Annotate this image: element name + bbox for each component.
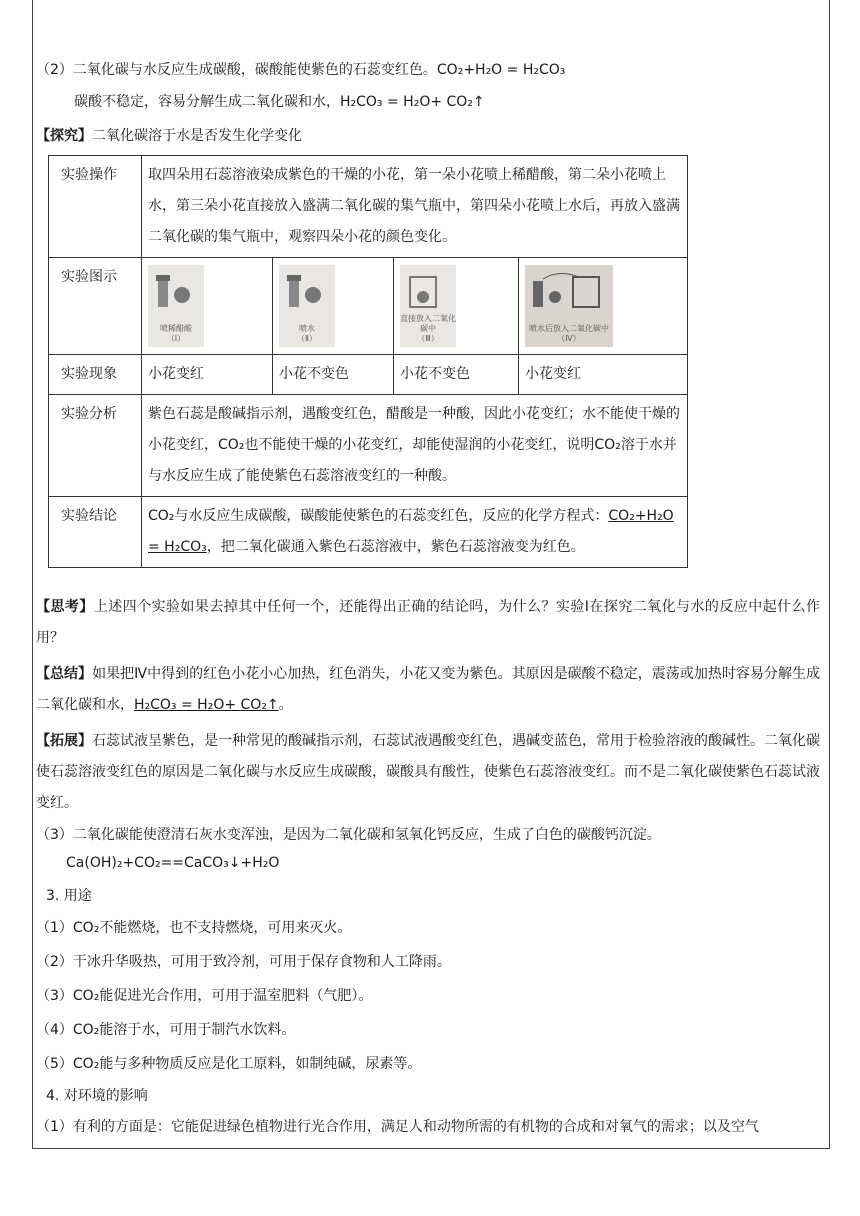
summary-tag: 【总结】: [36, 666, 93, 682]
row-label-phenomenon: 实验现象: [49, 355, 142, 395]
intro-text: （2）二氧化碳与水反应生成碳酸，碳酸能使紫色的石蕊变红色。: [36, 62, 437, 78]
spray-bottle-icon: [283, 269, 331, 309]
explore-title: 二氧化碳溶于水是否发生化学变化: [92, 128, 302, 144]
env-heading: 4. 对环境的影响: [46, 1088, 148, 1104]
limewater-equation: Ca(OH)₂+CO₂==CaCO₃↓+H₂O: [66, 855, 280, 871]
figure-cell-2: [273, 258, 394, 355]
extend-paragraph: 【拓展】石蕊试液呈紫色，是一种常见的酸碱指示剂，石蕊试液遇酸变红色，遇碱变蓝色，常用于检验溶液的酸碱性。二氧化碳使石蕊溶液变红色的原因是二氧化碳与水反应生成碳酸，碳酸具有酸性，使紫色石蕊溶液变红。而不是二氧化碳使紫色石蕊试液变红。: [36, 733, 820, 811]
experiment-image-3: 直接放入二氧化碳中 （Ⅲ）: [400, 265, 456, 347]
row-label-figure: 实验图示: [49, 258, 142, 355]
use-item-4: （4）CO₂能溶于水，可用于制汽水饮料。: [36, 1022, 296, 1038]
intro-equation: CO₂+H₂O = H₂CO₃: [436, 62, 566, 78]
spray-bottle-icon: [152, 269, 200, 309]
row-label-analysis: 实验分析: [49, 395, 142, 497]
phenomenon-3: 小花不变色: [394, 355, 519, 395]
intro-unstable: 碳酸不稳定，容易分解生成二氧化碳和水，H₂CO₃ = H₂O+ CO₂↑: [74, 94, 485, 110]
conclusion-equation: CO₂+H₂O = H₂CO₃: [148, 508, 674, 555]
analysis-text: 紫色石蕊是酸碱指示剂，遇酸变红色，醋酸是一种酸，因此小花变红；水不能使干燥的小花变红，CO₂也不能使干燥的小花变红，却能使湿润的小花变红，说明CO₂溶于水并与水反应生成了能使紫色石蕊溶液变红的一种酸。: [142, 395, 688, 497]
use-item-3: （3）CO₂能促进光合作用，可用于温室肥料（气肥）。: [36, 988, 373, 1004]
intro-line-2: [36, 60, 565, 80]
use-item-2: （2）干冰升华吸热，可用于致冷剂，可用于保存食物和人工降雨。: [36, 954, 451, 970]
summary-paragraph: 【总结】如果把Ⅳ中得到的红色小花小心加热，红色消失，小花又变为紫色。其原因是碳酸不稳定，震荡或加热时容易分解生成二氧化碳和水，H₂CO₃ = H₂O+ CO₂↑。: [36, 666, 820, 713]
env-item-1: （1）有利的方面是：它能促进绿色植物进行光合作用，满足人和动物所需的有机物的合成和对氧气的需求；以及空气: [36, 1119, 759, 1135]
table-row: [49, 497, 688, 568]
phenomenon-2: 小花不变色: [273, 355, 394, 395]
table-row: [49, 355, 688, 395]
use-item-1: （1）CO₂不能燃烧，也不支持燃烧，可用来灭火。: [36, 920, 352, 936]
experiment-image-4: 喷水后放入二氧化碳中 （Ⅳ）: [525, 265, 613, 347]
experiment-table: [48, 155, 688, 568]
figure-cell-4: [519, 258, 688, 355]
phenomenon-4: 小花变红: [519, 355, 688, 395]
limewater-text: （3）二氧化碳能使澄清石灰水变浑浊，是因为二氧化碳和氢氧化钙反应，生成了白色的碳酸钙沉淀。: [36, 827, 661, 843]
row-label-conclusion: 实验结论: [49, 497, 142, 568]
table-row: [49, 156, 688, 258]
spray-and-jar-icon: [529, 269, 609, 309]
row-label-operation: 实验操作: [49, 156, 142, 258]
table-row: [49, 395, 688, 497]
gas-jar-icon: [404, 269, 452, 309]
summary-equation: H₂CO₃ = H₂O+ CO₂↑: [134, 697, 279, 713]
think-paragraph: 【思考】上述四个实验如果去掉其中任何一个，还能得出正确的结论吗，为什么？实验Ⅰ在探究二氧化与水的反应中起什么作用？: [36, 599, 820, 646]
think-tag: 【思考】: [36, 599, 94, 615]
operation-text: 取四朵用石蕊溶液染成紫色的干燥的小花，第一朵小花喷上稀醋酸，第二朵小花喷上水，第三朵小花直接放入盛满二氧化碳的集气瓶中，第四朵小花喷上水后，再放入盛满二氧化碳的集气瓶中，观察四朵小花的颜色变化。: [142, 156, 688, 258]
extend-tag: 【拓展】: [36, 733, 92, 749]
conclusion-cell: CO₂与水反应生成碳酸，碳酸能使紫色的石蕊变红色，反应的化学方程式：CO₂+H₂O = H₂CO₃，把二氧化碳通入紫色石蕊溶液中，紫色石蕊溶液变为红色。: [142, 497, 688, 568]
use-item-5: （5）CO₂能与多种物质反应是化工原料，如制纯碱，尿素等。: [36, 1056, 422, 1072]
experiment-image-1: 喷稀醋酸 （Ⅰ）: [148, 265, 204, 347]
experiment-image-2: 喷水 （Ⅱ）: [279, 265, 335, 347]
figure-cell-1: [142, 258, 273, 355]
explore-heading: [36, 126, 302, 146]
phenomenon-1: 小花变红: [142, 355, 273, 395]
explore-tag: 【探究】: [36, 128, 92, 144]
figure-cell-3: [394, 258, 519, 355]
table-row: [49, 258, 688, 355]
uses-heading: 3. 用途: [46, 888, 92, 904]
